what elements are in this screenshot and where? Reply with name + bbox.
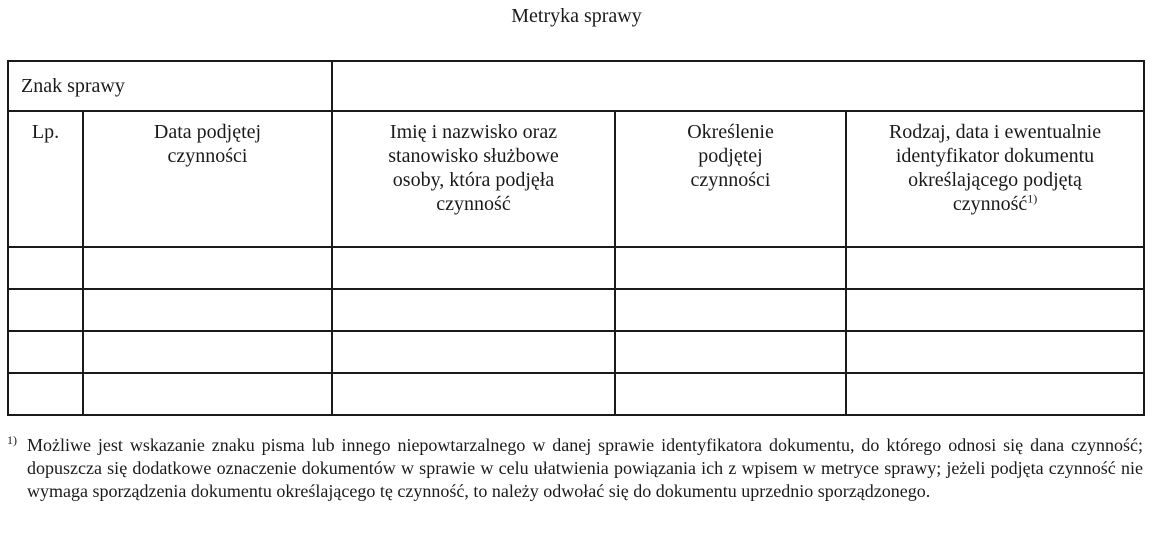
document-title: Metryka sprawy — [511, 5, 642, 27]
table-cell[interactable] — [83, 247, 332, 289]
metryka-table — [7, 60, 1145, 416]
znak-sprawy-label: Znak sprawy — [8, 61, 332, 111]
table-cell[interactable] — [332, 331, 615, 373]
table-cell[interactable] — [615, 289, 846, 331]
header-data-czynnosci-text: Data podjętej czynności — [153, 121, 262, 167]
table-cell[interactable] — [846, 331, 1144, 373]
table-cell[interactable] — [332, 247, 615, 289]
footnote-mark-wrap — [7, 434, 17, 457]
header-rodzaj-data — [846, 111, 1144, 247]
table-cell[interactable] — [332, 289, 615, 331]
header-footnote-mark: 1) — [1027, 191, 1038, 206]
table-row — [8, 331, 1144, 373]
table-cell[interactable] — [615, 331, 846, 373]
footnote-mark: 1) — [7, 433, 17, 447]
table-row — [8, 373, 1144, 415]
header-lp: Lp. — [8, 111, 83, 247]
table-cell[interactable] — [83, 373, 332, 415]
header-row — [8, 111, 1144, 247]
table-row — [8, 247, 1144, 289]
table-cell[interactable] — [83, 331, 332, 373]
header-data-czynnosci — [83, 111, 332, 247]
header-rodzaj-data-wrap — [865, 120, 1125, 216]
table-cell[interactable] — [8, 289, 83, 331]
header-okreslenie-text: Określenie podjętej czynności — [687, 121, 774, 191]
table-cell[interactable] — [8, 247, 83, 289]
table-row — [8, 289, 1144, 331]
table-cell[interactable] — [8, 373, 83, 415]
table-cell[interactable] — [846, 373, 1144, 415]
footnote-text: Możliwe jest wskazanie znaku pisma lub innego niepowtarzalnego w danej sprawie identyfikatora dokumentu, do którego odnosi się dana czynność; dopuszcza się dodatkowe oznaczenie dokumentów w sprawie w celu ułatwienia powiązania ich z wpisem w metryce sprawy; jeżeli podjęta czynność nie wymaga sporządzenia dokumentu określającego tę czynność, to należy odwołać się do dokumentu uprzednio sporządzonego. — [27, 435, 1143, 501]
znak-sprawy-row — [8, 61, 1144, 111]
znak-sprawy-value-cell[interactable] — [332, 61, 1144, 111]
footnote — [7, 434, 1143, 503]
table-cell[interactable] — [846, 247, 1144, 289]
table-cell[interactable] — [332, 373, 615, 415]
header-rodzaj-data-text: Rodzaj, data i ewentualnie identyfikator dokumentu określającego podjętą czynność — [888, 121, 1102, 215]
table-cell[interactable] — [83, 289, 332, 331]
table-cell[interactable] — [615, 373, 846, 415]
table-cell[interactable] — [846, 289, 1144, 331]
table-cell[interactable] — [615, 247, 846, 289]
header-okreslenie — [615, 111, 846, 247]
header-imie-nazwisko-text: Imię i nazwisko oraz stanowisko służbowe osoby, która podjęła czynność — [388, 121, 559, 215]
table-cell[interactable] — [8, 331, 83, 373]
header-imie-nazwisko — [332, 111, 615, 247]
